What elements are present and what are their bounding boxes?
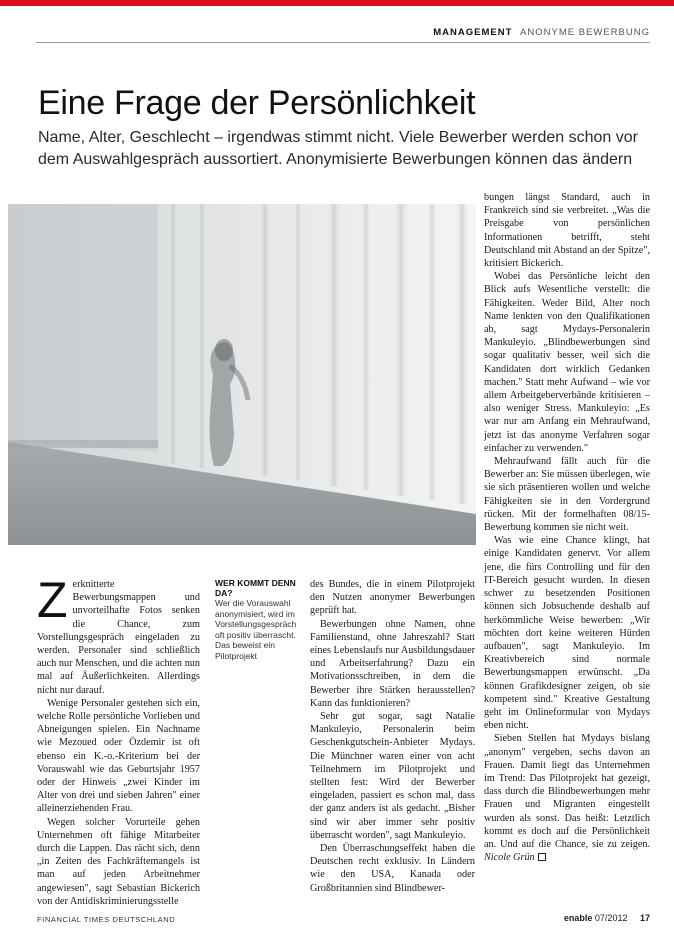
paragraph: des Bundes, die in einem Pilotprojekt den Nutzen anonymer Bewerbungen geprüft hat.	[310, 579, 475, 617]
sidebar-text: Wer die Vorauswahl anonymisiert, wird im Vorstellungsgespräch oft positiv überrascht. Das beweist ein Pilotprojekt	[215, 598, 297, 661]
top-red-rule	[0, 0, 674, 6]
footer-folio	[564, 913, 650, 923]
final-paragraph	[484, 732, 650, 864]
paragraph: bungen längst Standard, auch in Frankreich sind sie verbreitet. „Was die Preisgabe von persönlichen Informationen betrifft, steht Deutschland mit Abstand an der Spitze", kritisiert Bickerich.	[484, 192, 650, 270]
photo-curtain-silhouette-icon	[8, 204, 476, 545]
section-label: MANAGEMENT	[433, 27, 513, 38]
article-column-2	[310, 578, 475, 895]
sidebar-box	[215, 578, 299, 661]
article-headline: Eine Frage der Persönlichkeit	[38, 84, 476, 122]
paragraph: Den Überraschungseffekt haben die Deutschen recht exklusiv. In Ländern wie den USA, Kanada oder Großbritannien sind Blindbewer-	[310, 843, 475, 894]
paragraph: Sehr gut sogar, sagt Natalie Mankuleyio, Personalerin beim Geschenkgutschein-Anbieter Mydays. Die Münchner waren einer von acht Teilnehmern im Pilotprojekt und stellten fest: Wird der Bewerber eingeladen, passiert es schon mal, dass der ganz anders ist als gedacht. „Bisher sind wir aber immer sehr positiv überrascht worden", sagt Mankuleyio.	[310, 711, 475, 841]
sidebar-title: WER KOMMT DENN DA?	[215, 578, 296, 598]
paragraph: Wenige Personaler gestehen sich ein, welche Rolle persönliche Vorlieben und Abneigungen spielen. Ein Nachname wie Mezoued oder Özdemir ist oft ebenso ein K.-o.-Kriterium bei der Vorauswahl wie das Geburtsjahr 1957 oder der Hinweis „zwei Kinder im Alter von drei und sieben Jahren" einer alleinerziehenden Frau.	[37, 697, 200, 815]
topic-label: ANONYME BEWERBUNG	[520, 27, 650, 38]
author-name: Nicole Grün	[484, 852, 535, 864]
final-text: Sieben Stellen hat Mydays bislang „anonym" vergeben, sechs davon an Frauen. Damit liegt das Unternehmen im Trend: Das Pilotprojekt hat gezeigt, dass durch die Blindbewerbungen mehr Frauen und Migranten eingestellt wurden als sonst. Das heißt: Letztlich kommt es doch auf die Persönlichkeit an. Und auf die Chance, sie zu zeigen.	[484, 733, 650, 850]
lead-paragraph	[37, 572, 200, 697]
header-divider	[36, 42, 650, 43]
paragraph: Mehraufwand fällt auch für die Bewerber an: Sie müssen überlegen, wie sie sich präsentieren wollen und welche Fähigkeiten sie in den Vordergrund rücken. Mit der formelhaften 08/15-Bewerbung kommen sie nicht weit.	[484, 456, 650, 534]
end-mark-icon	[538, 853, 546, 861]
paragraph: Bewerbungen ohne Namen, ohne Familienstand, ohne Jahreszahl? Statt eines Lebenslaufs nur Ausbildungsdauer und Arbeitserfahrung? Dazu ein Motivationsschreiben, in dem die Bewerber ihre Stärken herausstellen? Kann das funktionieren?	[310, 618, 475, 709]
drop-cap: Z	[37, 572, 68, 628]
magazine-name: enable	[563, 913, 593, 923]
lead-text: erknitterte Bewerbungsmappen und unvorteilhafte Fotos senken die Chance, zum Vorstellungsgespräch eingeladen zu werden. Personaler sind schließlich auch nur Menschen, und die achten nun mal auf Äußerlichkeiten. Allerdings nicht nur darauf.	[37, 579, 200, 696]
article-column-1	[37, 572, 200, 908]
page-number: 17	[639, 913, 650, 923]
article-photo	[8, 204, 476, 545]
paragraph: Wobei das Persönliche leicht den Blick aufs Wesentliche verstellt: die Fähigkeiten. Weder Bild, Alter noch Name lenkten von den Qualifikationen ab, sagt Mydays-Personalerin Mankuleyio. „Blindbewerbungen sind sogar qualitativ besser, weil sich die Kandidaten dort wirklich Gedanken machen." Statt mehr Aufwand – wie vor allem Arbeitgeberverbände kritisieren – also weniger Stress. Mankuleyio: „Es war nur am Anfang ein Mehraufwand, jetzt ist das anonyme Verfahren sogar einfacher zu verwenden."	[484, 271, 650, 454]
article-column-3	[484, 191, 650, 864]
section-header	[433, 27, 650, 38]
paragraph: Was wie eine Chance klingt, hat einige Kandidaten genervt. Vor allem jene, die fürs Controlling und für den IT-Bereich gesucht wurden. In diesen schwer zu besetzenden Positionen können sich Jobsuchende deshalb auf herkömmliche Weise bewerben: „Wir möchten dort keine weiteren Hürden aufbauen", sagt Mankuleyio. Im Kreativbereich sind normale Bewerbungsmappen erwünscht. „Da können Grafikdesigner zeigen, ob sie kompetent sind." Kreative Gestaltung geht im Onlineformular von Mydays eben nicht.	[484, 535, 650, 732]
issue-number: 07/2012	[594, 913, 628, 923]
paragraph: Wegen solcher Vorurteile gehen Unternehmen oft fähige Mitarbeiter durch die Lappen. Das rächt sich, denn „in Zeiten des Fachkräftemangels ist man auf jeden Arbeitnehmer angewiesen", sagt Sebastian Bickerich von der Antidiskriminierungsstelle	[37, 816, 200, 907]
footer-publication: FINANCIAL TIMES DEUTSCHLAND	[37, 915, 176, 924]
article-deck: Name, Alter, Geschlecht – irgendwas stimmt nicht. Viele Bewerber werden schon vor dem Auswahlgespräch aussortiert. Anonymisierte Bewerbungen können das ändern	[38, 129, 638, 168]
